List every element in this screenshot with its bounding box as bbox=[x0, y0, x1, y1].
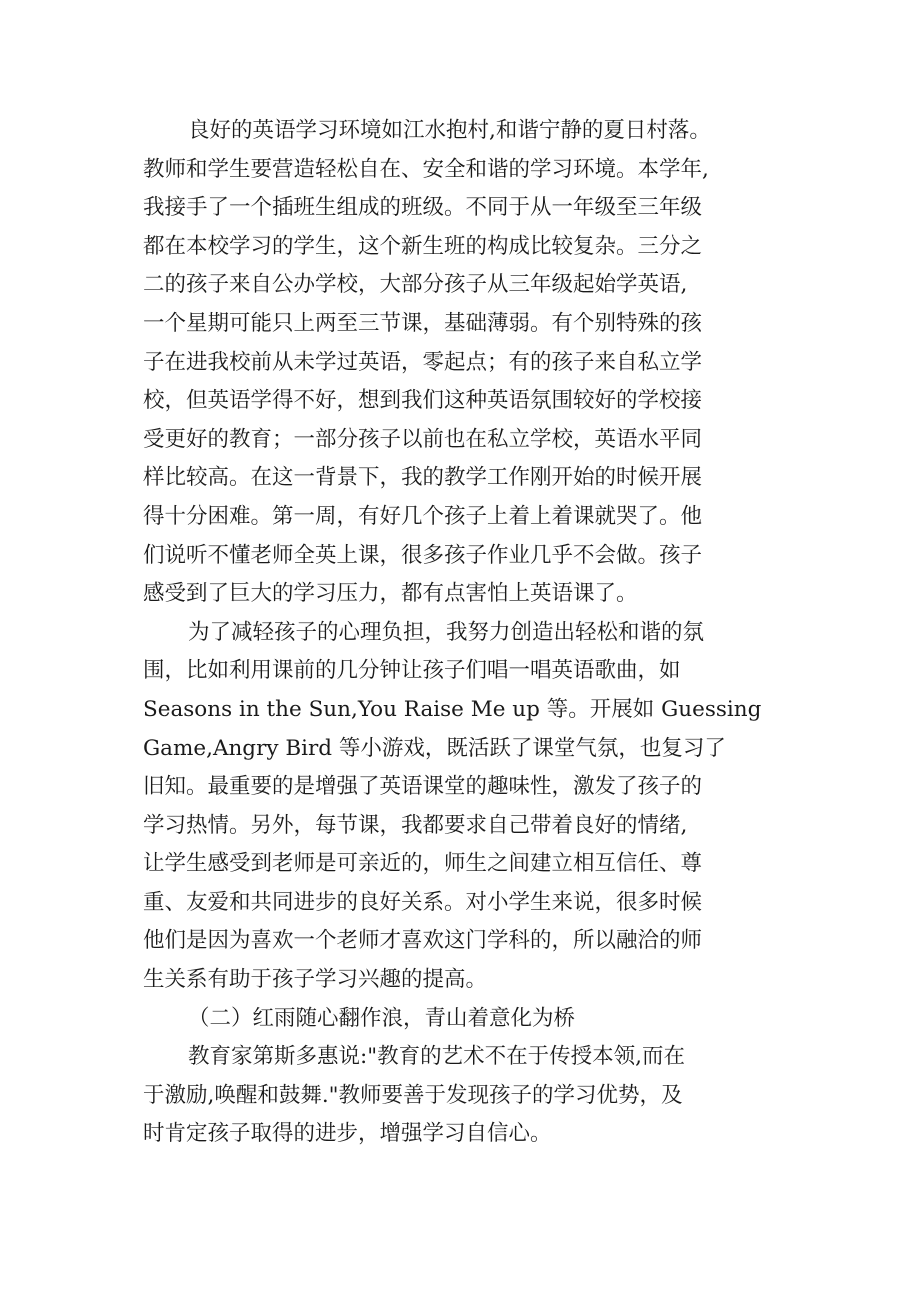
text-line: 我接手了一个插班生组成的班级。不同于从一年级至三年级 bbox=[143, 195, 703, 221]
text-line: 都在本校学习的学生，这个新生班的构成比较复杂。三分之 bbox=[143, 233, 703, 259]
text-line: 良好的英语学习环境如江水抱村,和谐宁静的夏日村落。 bbox=[188, 118, 711, 143]
text-line: 二的孩子来自公办学校，大部分孩子从三年级起始学英语, bbox=[143, 272, 688, 298]
paragraph-3 bbox=[143, 1038, 793, 1154]
paragraph-1 bbox=[143, 112, 793, 614]
section-heading-text: （二）红雨随心翻作浪，青山着意化为桥 bbox=[188, 1005, 576, 1031]
document-body bbox=[143, 112, 793, 1154]
text-line: 教师和学生要营造轻松自在、安全和谐的学习环境。本学年, bbox=[143, 156, 709, 182]
text-line: 旧知。最重要的是增强了英语课堂的趣味性，激发了孩子的 bbox=[143, 774, 703, 800]
paragraph-2 bbox=[143, 614, 793, 1000]
text-line: 样比较高。在这一背景下，我的教学工作刚开始的时候开展 bbox=[143, 465, 703, 491]
text-line: 得十分困难。第一周，有好几个孩子上着上着课就哭了。他 bbox=[143, 503, 703, 529]
text-line: 围，比如利用课前的几分钟让孩子们唱一唱英语歌曲，如 bbox=[143, 658, 681, 684]
text-line: 一个星期可能只上两至三节课，基础薄弱。有个别特殊的孩 bbox=[143, 310, 703, 336]
text-line: 学习热情。另外，每节课，我都要求自己带着良好的情绪, bbox=[143, 812, 688, 838]
text-line: Seasons in the Sun,You Raise Me up 等。开展如 Guessing bbox=[143, 696, 762, 722]
text-line: 让学生感受到老师是可亲近的，师生之间建立相互信任、尊 bbox=[143, 851, 703, 877]
text-line: 受更好的教育；一部分孩子以前也在私立学校，英语水平同 bbox=[143, 426, 703, 452]
text-line: 时肯定孩子取得的进步，增强学习自信心。 bbox=[143, 1121, 552, 1147]
text-line: 他们是因为喜欢一个老师才喜欢这门学科的，所以融洽的师 bbox=[143, 928, 703, 954]
text-line: 于激励,唤醒和鼓舞."教师要善于发现孩子的学习优势，及 bbox=[143, 1082, 683, 1108]
text-line: 重、友爱和共同进步的良好关系。对小学生来说，很多时候 bbox=[143, 889, 703, 915]
text-line: 生关系有助于孩子学习兴趣的提高。 bbox=[143, 967, 488, 993]
text-line: 为了减轻孩子的心理负担，我努力创造出轻松和谐的氛 bbox=[188, 619, 705, 645]
text-line: 们说听不懂老师全英上课，很多孩子作业几乎不会做。孩子 bbox=[143, 542, 703, 568]
text-line: Game,Angry Bird 等小游戏，既活跃了课堂气氛，也复习了 bbox=[143, 735, 726, 761]
text-line: 校，但英语学得不好，想到我们这种英语氛围较好的学校接 bbox=[143, 388, 703, 414]
text-line: 感受到了巨大的学习压力，都有点害怕上英语课了。 bbox=[143, 581, 638, 607]
text-line: 教育家第斯多惠说:"教育的艺术不在于传授本领,而在 bbox=[188, 1044, 685, 1070]
section-heading bbox=[143, 1000, 793, 1039]
text-line: 子在进我校前从未学过英语，零起点；有的孩子来自私立学 bbox=[143, 349, 703, 375]
